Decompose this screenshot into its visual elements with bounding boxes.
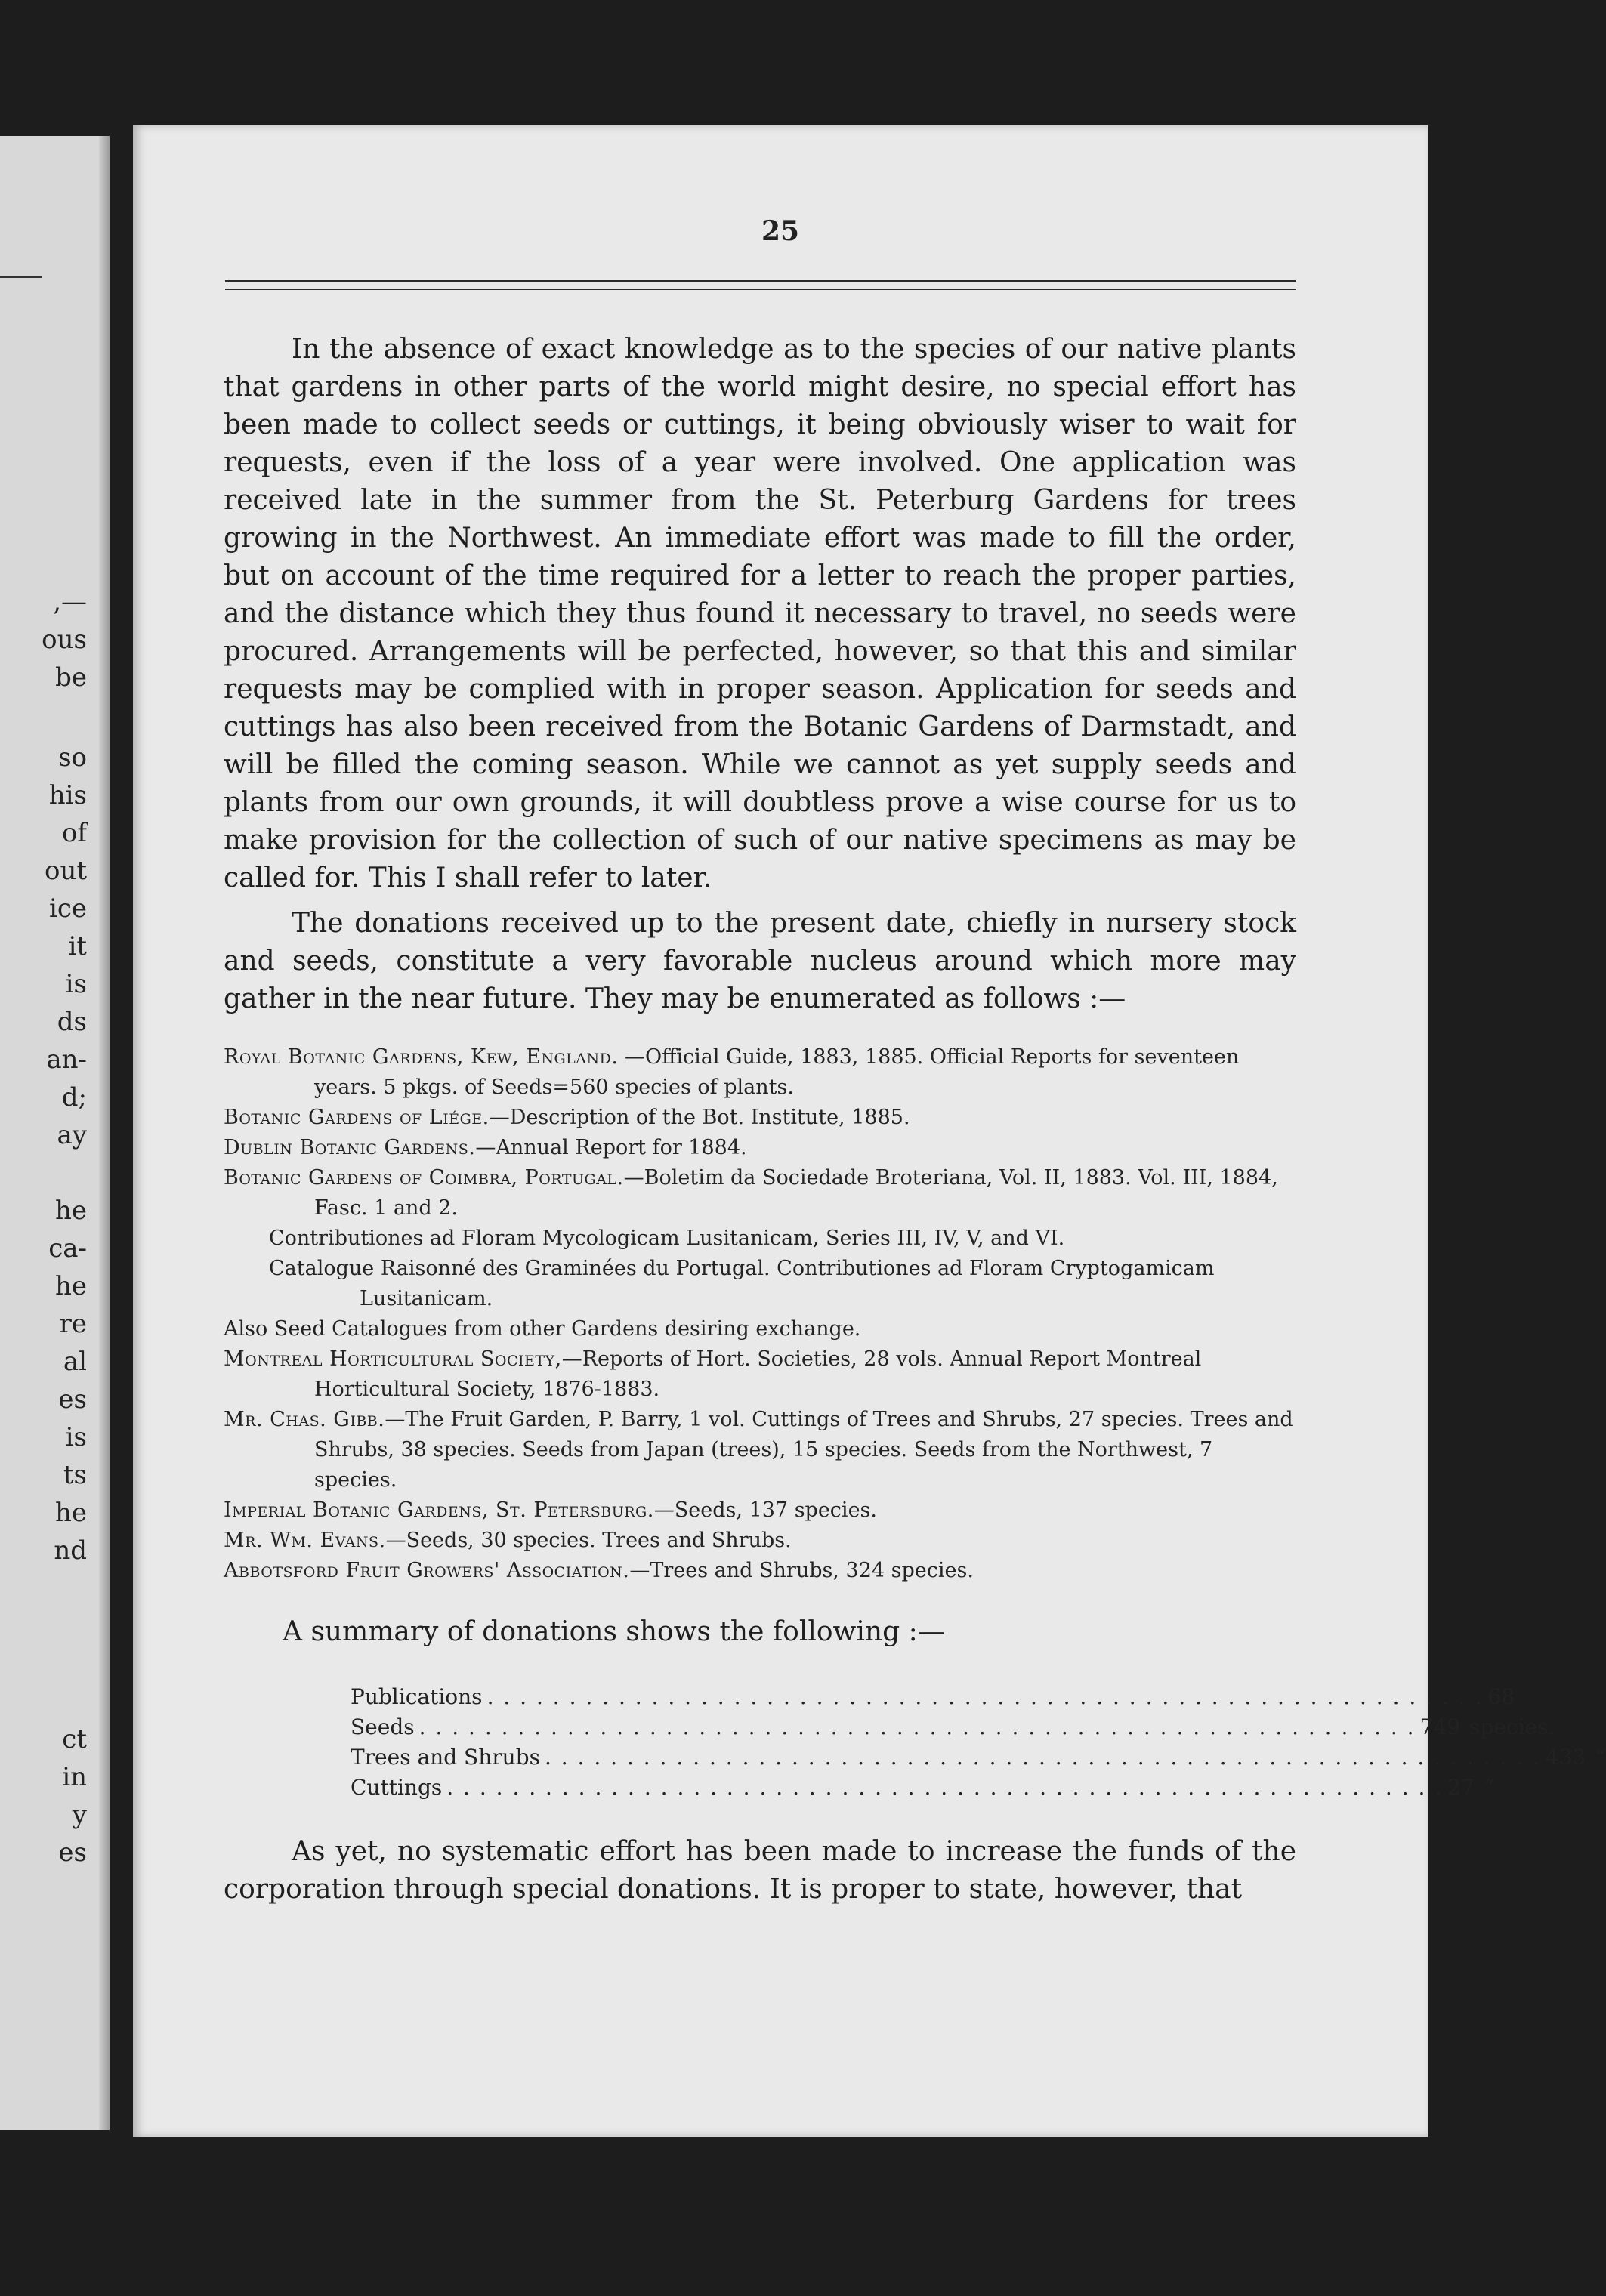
facing-text-fragment: es — [58, 1838, 87, 1868]
facing-text-fragment: be — [55, 662, 87, 693]
header-rule-top — [225, 280, 1296, 282]
list-item — [224, 1163, 1296, 1224]
summary-value: 27 — [1447, 1775, 1475, 1800]
donation-detail: —Seeds, 30 species. Trees and Shrubs. — [385, 1529, 792, 1552]
facing-text-fragment: ts — [63, 1460, 87, 1490]
facing-text-fragment: his — [48, 780, 87, 810]
donation-detail: —Seeds, 137 species. — [653, 1498, 877, 1522]
summary-label: Seeds — [351, 1714, 415, 1739]
summary-unit: species. — [1469, 1714, 1555, 1739]
facing-text-fragment: so — [58, 742, 87, 773]
list-item — [224, 1042, 1296, 1103]
facing-page-edge — [0, 136, 110, 2130]
list-item — [224, 1133, 1296, 1163]
donation-detail: Catalogue Raisonné des Graminées du Portugal. Contributiones ad Floram Cryptogamicam Lusitanicam. — [269, 1257, 1215, 1310]
facing-text-fragment: ds — [57, 1007, 87, 1037]
donations-list — [224, 1042, 1296, 1586]
donation-detail: Contributiones ad Floram Mycologicam Lusitanicam, Series III, IV, V, and VI. — [269, 1227, 1065, 1250]
donation-detail: —Boletim da Sociedade Broteriana, Vol. II, 1883. Vol. III, 1884, Fasc. 1 and 2. — [314, 1166, 1278, 1220]
body-paragraph-1: In the absence of exact knowledge as to the species of our native plants that gardens in other parts of the world might desire, no special effort has been made to collect seeds or cuttings, it being obviously wiser to wait for requests, even if the loss of a year were involved. One application was received late in the summer from the St. Peterburg Gardens for trees growing in the Northwest. An immediate effort was made to fill the order, but on account of the time required for a letter to reach the proper parties, and the distance which they thus found it necessary to travel, no seeds were procured. Arrangements will be perfected, however, so that this and similar requests may be complied with in proper season. Application for seeds and cuttings has also been received from the Botanic Gardens of Darmstadt, and will be filled the coming season. While we cannot as yet supply seeds and plants from our own grounds, it will doubtless prove a wise course for us to make provision for the collection of such of our native specimens as may be called for. This I shall refer to later. — [224, 334, 1296, 893]
facing-text-fragment: es — [58, 1384, 87, 1415]
list-item — [224, 1314, 1296, 1344]
summary-value: 749 — [1419, 1714, 1461, 1739]
facing-text-fragment: d; — [61, 1082, 87, 1113]
facing-text-fragment: ice — [48, 893, 87, 924]
summary-row — [351, 1684, 1515, 1709]
summary-label: Cuttings — [351, 1775, 443, 1800]
facing-text-fragment: al — [63, 1347, 87, 1377]
summary-unit: “ — [1595, 1745, 1606, 1770]
donation-detail: —Official Guide, 1883, 1885. Official Reports for seventeen years. 5 pkgs. of Seeds=560 species of plants. — [314, 1045, 1240, 1099]
leader-dots: . . . . . . . . . . . . . . . . . . . . . . . . . . . . . . . . . . . . . . . . . . . . . . . . . . . . . . . . . . . . . — [418, 1714, 1416, 1739]
facing-text-fragment: ay — [57, 1120, 87, 1150]
summary-label: Trees and Shrubs — [351, 1745, 540, 1770]
summary-value: 433 — [1545, 1745, 1586, 1770]
page-number: 25 — [761, 215, 800, 247]
summary-row — [351, 1775, 1495, 1800]
donation-detail: —Reports of Hort. Societies, 28 vols. Annual Report Montreal Horticultural Society, 1876-1883. — [314, 1347, 1202, 1401]
donation-detail: —The Fruit Garden, P. Barry, 1 vol. Cuttings of Trees and Shrubs, 27 species. Trees and Shrubs, 38 species. Seeds from Japan (trees), 15 species. Seeds from the Northwest, 7 species. — [314, 1408, 1293, 1492]
facing-text-fragment: he — [54, 1271, 87, 1301]
book-page — [133, 125, 1606, 2137]
facing-text-fragment: y — [72, 1800, 87, 1830]
facing-text-fragment: in — [62, 1762, 87, 1792]
header-rule-bottom — [225, 289, 1296, 290]
list-item — [224, 1224, 1296, 1254]
donation-detail: —Annual Report for 1884. — [475, 1136, 747, 1159]
facing-page-rule — [0, 276, 42, 278]
donor-name: Botanic Gardens of Liége. — [224, 1106, 490, 1129]
donor-name: Abbotsford Fruit Growers' Association. — [224, 1559, 630, 1582]
donor-name: Imperial Botanic Gardens, St. Petersburg. — [224, 1498, 654, 1522]
donor-name: Montreal Horticultural Society, — [224, 1347, 562, 1371]
closing-paragraph: As yet, no systematic effort has been made to increase the funds of the corporation through special donations. It is proper to state, however, that — [224, 1836, 1296, 1905]
facing-text-fragment: ,— — [53, 587, 87, 617]
facing-text-fragment: is — [65, 969, 87, 999]
facing-text-fragment: is — [65, 1422, 87, 1452]
list-item — [224, 1495, 1296, 1526]
list-item — [224, 1103, 1296, 1133]
list-item — [224, 1556, 1296, 1586]
facing-text-fragment: re — [59, 1309, 87, 1339]
list-item — [224, 1405, 1296, 1495]
donor-name: Mr. Chas. Gibb. — [224, 1408, 385, 1431]
donation-detail: —Trees and Shrubs, 324 species. — [629, 1559, 974, 1582]
facing-text-fragment: ca- — [48, 1233, 87, 1264]
leader-dots: . . . . . . . . . . . . . . . . . . . . . . . . . . . . . . . . . . . . . . . . . . . . . . . . . . . . . . . . . . . . . — [544, 1745, 1541, 1770]
summary-value: 68 — [1487, 1684, 1515, 1709]
summary-heading: A summary of donations shows the following :— — [283, 1616, 945, 1647]
list-item — [224, 1344, 1296, 1405]
summary-row — [351, 1714, 1555, 1739]
body-paragraph-2: The donations received up to the present date, chiefly in nursery stock and seeds, constitute a very favorable nucleus around which more may gather in the near future. They may be enumerated as follows :— — [224, 908, 1296, 1014]
donation-detail: Also Seed Catalogues from other Gardens desiring exchange. — [224, 1317, 861, 1341]
summary-label: Publications — [351, 1684, 483, 1709]
list-item — [224, 1526, 1296, 1556]
summary-row — [351, 1745, 1606, 1770]
facing-text-fragment: it — [68, 931, 87, 961]
leader-dots: . . . . . . . . . . . . . . . . . . . . . . . . . . . . . . . . . . . . . . . . . . . . . . . . . . . . . . . . . . . . . — [486, 1684, 1484, 1709]
list-item — [224, 1254, 1296, 1314]
facing-text-fragment: an- — [46, 1045, 87, 1075]
donor-name: Mr. Wm. Evans. — [224, 1529, 386, 1552]
facing-text-fragment: of — [61, 818, 87, 848]
donor-name: Botanic Gardens of Coimbra, Portugal. — [224, 1166, 624, 1190]
facing-text-fragment: ous — [42, 625, 87, 655]
facing-text-fragment: out — [44, 856, 87, 886]
facing-text-fragment: ct — [62, 1724, 87, 1754]
donor-name: Royal Botanic Gardens, Kew, England. — [224, 1045, 619, 1069]
donation-detail: —Description of the Bot. Institute, 1885. — [489, 1106, 910, 1129]
facing-text-fragment: nd — [54, 1535, 87, 1566]
facing-text-fragment: he — [54, 1498, 87, 1528]
page-gutter — [99, 136, 110, 2130]
leader-dots: . . . . . . . . . . . . . . . . . . . . . . . . . . . . . . . . . . . . . . . . . . . . . . . . . . . . . . . . . . . . . — [446, 1775, 1444, 1800]
facing-text-fragment: he — [54, 1196, 87, 1226]
summary-unit: “ — [1483, 1775, 1495, 1800]
donor-name: Dublin Botanic Gardens. — [224, 1136, 476, 1159]
